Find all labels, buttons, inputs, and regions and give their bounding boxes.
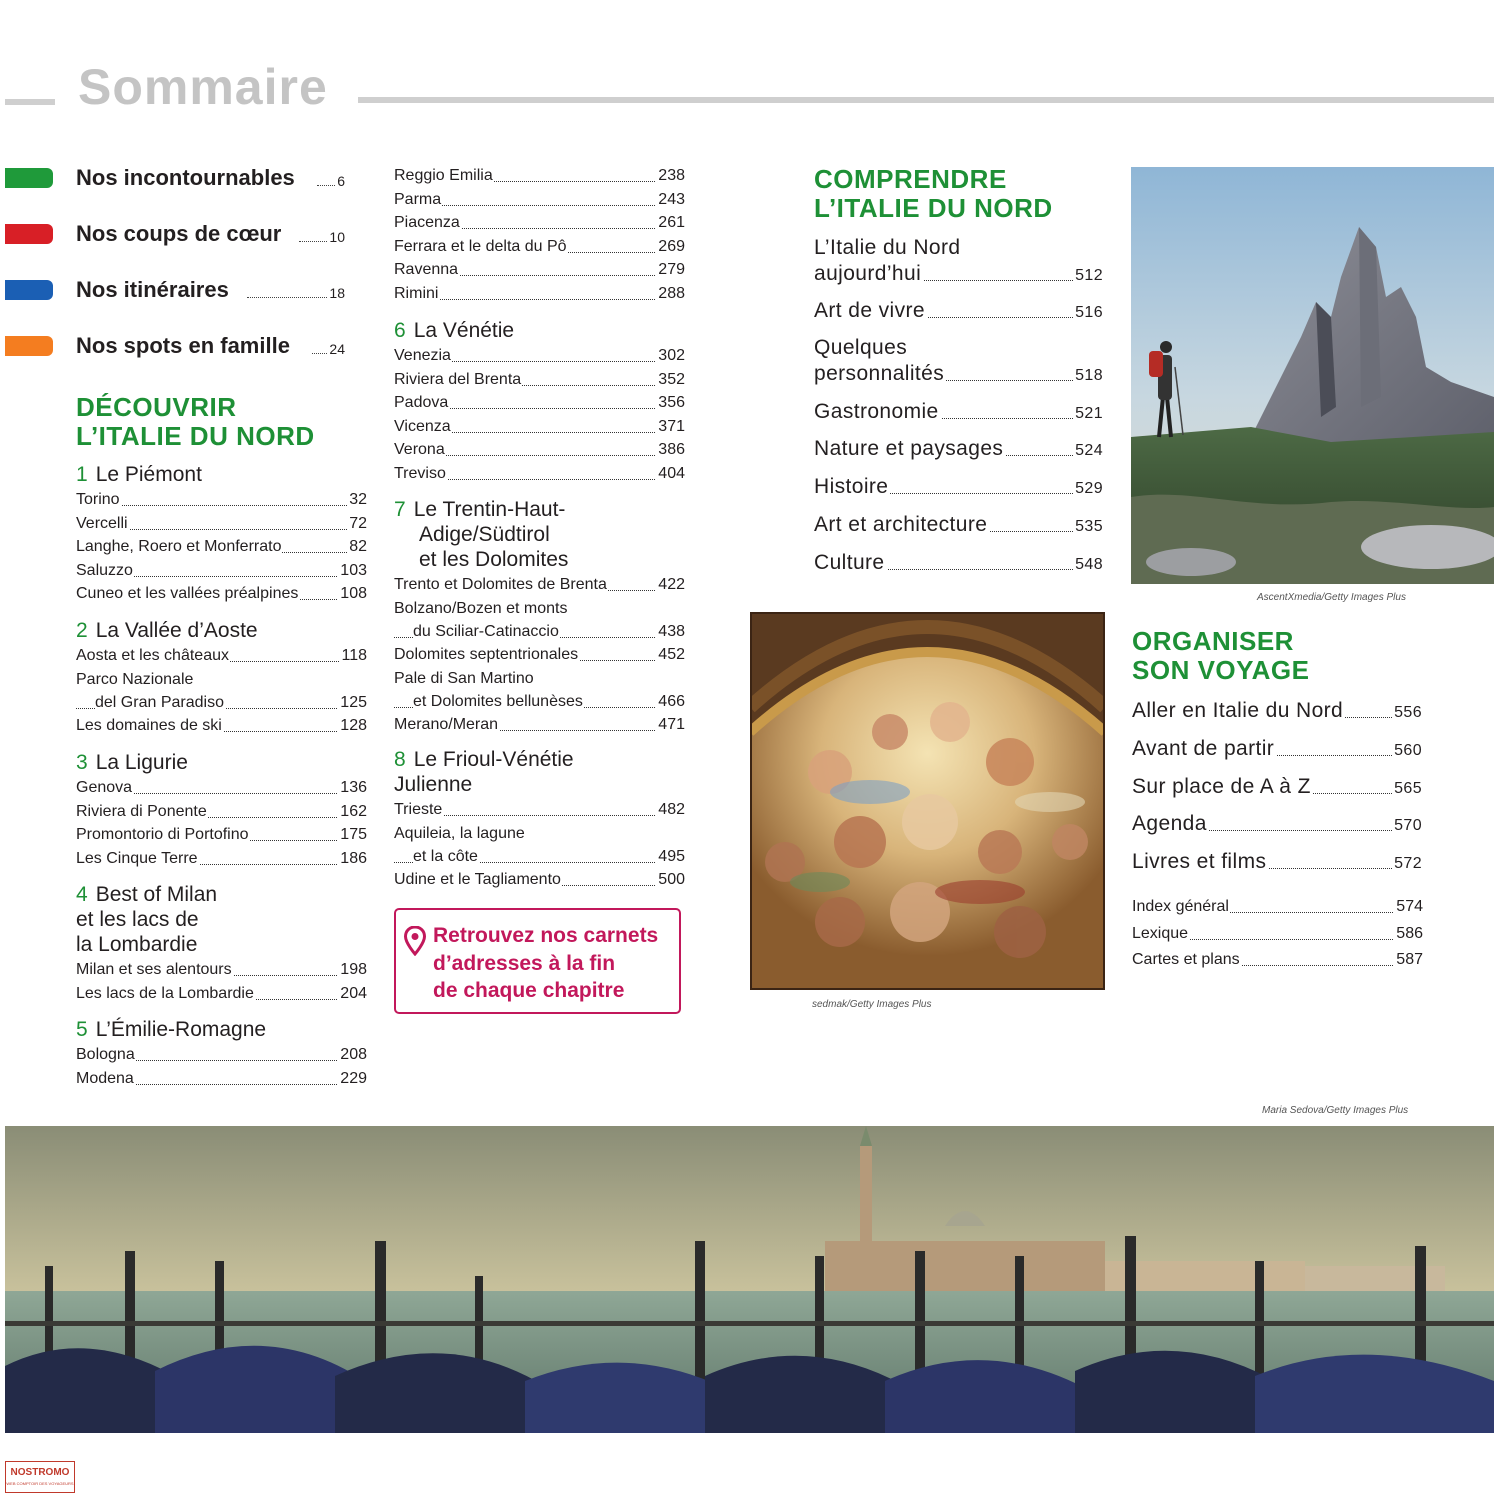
toc-entry-page: 556 [1392, 700, 1422, 726]
title-rule-left [5, 99, 55, 105]
toc-entry-page: 229 [338, 1068, 367, 1090]
callout-text [433, 922, 658, 1005]
toc-entry-page: 516 [1073, 300, 1103, 326]
toc-entry-page: 103 [338, 560, 367, 582]
toc-entry-page: 471 [656, 714, 685, 736]
toc-entry-page: 118 [339, 645, 367, 667]
toc-entry-prefix: Quelques [814, 336, 908, 359]
toc-entry-name: personnalités [814, 362, 945, 385]
toc-entry [1132, 896, 1423, 918]
toc-entry [394, 345, 685, 367]
toc-entry-page: 128 [338, 715, 367, 737]
highlight-color-swatch [5, 280, 53, 300]
callout-line2: d’adresses à la fin [433, 951, 616, 975]
toc-entry-name: Langhe, Roero et Monferrato [76, 536, 282, 558]
toc-entry-page: 288 [656, 283, 685, 305]
toc-entry-name: Rimini [394, 283, 439, 305]
toc-entry-page: 404 [656, 463, 685, 485]
toc-entry [76, 983, 367, 1005]
toc-entry-name: Art et architecture [814, 513, 988, 536]
toc-entry-name: et la côte [413, 846, 479, 868]
toc-entry-name: Modena [76, 1068, 135, 1090]
toc-entry-page: 302 [656, 345, 685, 367]
toc-entry [394, 236, 685, 258]
toc-entry-page: 572 [1392, 851, 1422, 877]
toc-entry-page: 548 [1073, 552, 1103, 578]
toc-entry [394, 799, 685, 821]
toc-entry [76, 560, 367, 582]
toc-entry-page: 535 [1073, 514, 1103, 540]
toc-entry [814, 474, 1103, 500]
dot-leader [317, 183, 335, 186]
toc-entry [394, 212, 685, 234]
toc-entry [814, 236, 1103, 287]
chapter-heading [76, 618, 367, 643]
toc-entry-page: 422 [656, 574, 685, 596]
toc-entry-page: 32 [347, 489, 367, 511]
toc-entry-page: 586 [1394, 923, 1423, 945]
toc-entry [1132, 949, 1423, 971]
highlight-color-swatch [5, 168, 53, 188]
chapter-title-line: Julienne [394, 773, 473, 796]
toc-entry-page: 386 [656, 439, 685, 461]
toc-entry [394, 869, 685, 891]
fresco-photo [750, 612, 1105, 990]
logo-subtitle: WEB COMPTOIR DES VOYAGEURS [6, 1481, 74, 1486]
organiser-heading [1132, 627, 1309, 685]
toc-entry [1132, 811, 1422, 837]
toc-entry [76, 536, 367, 558]
toc-entry [1132, 698, 1422, 724]
toc-entry-name: Livres et films [1132, 850, 1267, 873]
chapter-number: 6 [394, 319, 406, 342]
toc-entry-page: 175 [338, 824, 367, 846]
toc-entry [814, 336, 1103, 387]
toc-entry [1132, 774, 1422, 800]
toc-entry-name: Reggio Emilia [394, 165, 494, 187]
toc-entry-page: 198 [338, 959, 367, 981]
highlight-label: Nos coups de cœur [76, 221, 282, 246]
title-rule-right [358, 97, 1494, 103]
highlight-item [5, 221, 345, 251]
toc-entry-page: 574 [1394, 896, 1423, 918]
chapter-title-line: Le Piémont [95, 463, 202, 486]
toc-entry-page: 565 [1392, 776, 1422, 802]
toc-entry-prefix: Pale di San Martino [394, 669, 534, 687]
toc-entry [76, 489, 367, 511]
highlight-color-swatch [5, 336, 53, 356]
chapter-number: 4 [76, 883, 88, 906]
toc-entry-name: Trieste [394, 799, 443, 821]
nostromo-logo [5, 1461, 75, 1493]
toc-entry-name: Les lacs de la Lombardie [76, 983, 255, 1005]
toc-entry-page: 500 [656, 869, 685, 891]
comprendre-heading [814, 165, 1053, 223]
toc-entry-prefix: L’Italie du Nord [814, 236, 961, 259]
highlight-page: 6 [337, 173, 345, 189]
chapter-title-line: L’Émilie-Romagne [95, 1018, 267, 1041]
toc-entry-page: 495 [656, 846, 685, 868]
chapter-number: 1 [76, 463, 88, 486]
toc-entry-name: del Gran Paradiso [95, 692, 225, 714]
highlight-label: Nos itinéraires [76, 277, 229, 302]
toc-entry-name: Riviera del Brenta [394, 369, 522, 391]
toc-entry-page: 512 [1073, 263, 1103, 289]
toc-entry [1132, 736, 1422, 762]
toc-entry-name: Avant de partir [1132, 737, 1275, 760]
toc-entry [394, 416, 685, 438]
toc-entry-page: 186 [338, 848, 367, 870]
highlight-label: Nos incontournables [76, 165, 295, 190]
highlight-label: Nos spots en famille [76, 333, 290, 358]
toc-entry-page: 136 [338, 777, 367, 799]
chapter-title-line: et les Dolomites [419, 548, 569, 571]
chapter-title-line: la Lombardie [76, 933, 198, 956]
callout-line3: de chaque chapitre [433, 979, 625, 1002]
toc-entry-page: 482 [656, 799, 685, 821]
toc-entry [1132, 923, 1423, 945]
toc-entry [814, 550, 1103, 576]
toc-entry-name: Cartes et plans [1132, 949, 1241, 971]
chapter-heading [76, 750, 367, 775]
toc-entry [394, 189, 685, 211]
toc-entry-name: Genova [76, 777, 133, 799]
chapter-title-line: Le Trentin-Haut- [413, 498, 566, 521]
chapter-title-line: et les lacs de [76, 908, 199, 931]
toc-entry-page: 352 [656, 369, 685, 391]
toc-entry-page: 162 [338, 801, 367, 823]
toc-entry [394, 644, 685, 666]
toc-entry-name: Histoire [814, 475, 889, 498]
highlight-color-swatch [5, 224, 53, 244]
decouvrir-heading [76, 393, 315, 451]
toc-entry [76, 583, 367, 605]
toc-entry-page: 108 [338, 583, 367, 605]
toc-entry-page: 72 [347, 513, 367, 535]
toc-entry [394, 283, 685, 305]
chapter-number: 3 [76, 751, 88, 774]
page-title: Sommaire [78, 59, 328, 115]
toc-entry-page: 521 [1073, 401, 1103, 427]
toc-entry-page: 208 [338, 1044, 367, 1066]
dot-leader [247, 295, 327, 298]
toc-entry [394, 463, 685, 485]
toc-entry-page: 371 [656, 416, 685, 438]
toc-entry-name: Verona [394, 439, 446, 461]
toc-entry-name: Index général [1132, 896, 1230, 918]
toc-entry-name: Venezia [394, 345, 452, 367]
chapter-heading [76, 462, 367, 487]
venice-photo-credit: Maria Sedova/Getty Images Plus [1262, 1105, 1409, 1116]
toc-entry-name: aujourd’hui [814, 262, 922, 285]
toc-entry-name: Les domaines de ski [76, 715, 223, 737]
toc-entry [394, 392, 685, 414]
logo-text: NOSTROMO [10, 1467, 70, 1478]
toc-entry-name: Piacenza [394, 212, 461, 234]
dot-leader [299, 239, 327, 242]
toc-entry [394, 259, 685, 281]
toc-entry [394, 574, 685, 596]
chapter-title-line: La Ligurie [95, 751, 188, 774]
toc-entry-name: Milan et ses alentours [76, 959, 233, 981]
toc-entry-name: Udine et le Tagliamento [394, 869, 562, 891]
chapter-title-line: La Vallée d’Aoste [95, 619, 258, 642]
toc-entry-page: 587 [1394, 949, 1423, 971]
toc-entry-name: Torino [76, 489, 121, 511]
toc-entry [76, 801, 367, 823]
toc-entry-page: 204 [338, 983, 367, 1005]
toc-entry [394, 599, 685, 643]
toc-entry-name: Nature et paysages [814, 437, 1004, 460]
chapter-number: 2 [76, 619, 88, 642]
comprendre-heading-line2: L’ITALIE DU NORD [814, 193, 1053, 223]
toc-entry-name: Riviera di Ponente [76, 801, 208, 823]
dolomites-photo [1131, 167, 1494, 584]
toc-entry [76, 513, 367, 535]
toc-entry-name: Gastronomie [814, 400, 939, 423]
highlight-page: 24 [329, 341, 345, 357]
toc-entry-name: Cuneo et les vallées préalpines [76, 583, 299, 605]
toc-entry-name: Saluzzo [76, 560, 134, 582]
toc-entry-name: Bologna [76, 1044, 136, 1066]
toc-entry [394, 714, 685, 736]
chapter-number: 7 [394, 498, 406, 521]
toc-entry-name: Merano/Meran [394, 714, 499, 736]
decouvrir-heading-line2: L’ITALIE DU NORD [76, 421, 315, 451]
toc-entry-page: 570 [1392, 813, 1422, 839]
fresco-photo-credit: sedmak/Getty Images Plus [812, 999, 932, 1010]
toc-entry-page: 269 [656, 236, 685, 258]
toc-entry [76, 848, 367, 870]
toc-entry-prefix: Bolzano/Bozen et monts [394, 599, 568, 617]
toc-entry-name: Vicenza [394, 416, 452, 438]
dot-leader [312, 351, 327, 354]
map-pin-icon [404, 926, 426, 956]
highlight-item [5, 277, 345, 307]
comprendre-heading-line1: COMPRENDRE [814, 164, 1007, 194]
chapter-number: 5 [76, 1018, 88, 1041]
toc-entry-page: 452 [656, 644, 685, 666]
toc-entry [814, 512, 1103, 538]
toc-entry-name: Ferrara et le delta du Pô [394, 236, 568, 258]
toc-entry [1132, 849, 1422, 875]
toc-entry [394, 439, 685, 461]
chapter-title-line: Adige/Südtirol [419, 523, 550, 546]
toc-entry-page: 125 [338, 692, 367, 714]
toc-entry-name: Treviso [394, 463, 447, 485]
highlight-item [5, 165, 345, 195]
addresses-callout [394, 908, 681, 1014]
toc-entry [76, 670, 367, 714]
chapter-heading [76, 882, 367, 957]
decouvrir-heading-line1: DÉCOUVRIR [76, 392, 237, 422]
toc-entry-page: 529 [1073, 476, 1103, 502]
toc-entry [76, 715, 367, 737]
toc-entry-prefix: Parco Nazionale [76, 670, 194, 688]
toc-entry [394, 824, 685, 868]
toc-entry-page: 524 [1073, 438, 1103, 464]
toc-entry-name: Padova [394, 392, 449, 414]
toc-entry [394, 165, 685, 187]
toc-entry [814, 298, 1103, 324]
organiser-heading-line2: SON VOYAGE [1132, 655, 1310, 685]
toc-entry-prefix: Aquileia, la lagune [394, 824, 525, 842]
highlight-page: 18 [329, 285, 345, 301]
toc-entry-page: 356 [656, 392, 685, 414]
toc-entry [814, 436, 1103, 462]
toc-entry-name: Promontorio di Portofino [76, 824, 250, 846]
toc-entry-name: Culture [814, 551, 885, 574]
toc-entry-page: 438 [656, 621, 685, 643]
organiser-heading-line1: ORGANISER [1132, 626, 1294, 656]
toc-entry [394, 669, 685, 713]
toc-entry-name: Dolomites septentrionales [394, 644, 579, 666]
toc-entry-name: Aosta et les châteaux [76, 645, 230, 667]
toc-entry-name: et Dolomites bellunèses [413, 691, 584, 713]
toc-entry-name: du Sciliar-Catinaccio [413, 621, 560, 643]
toc-entry-page: 518 [1073, 363, 1103, 389]
chapter-title-line: Best of Milan [95, 883, 218, 906]
toc-entry-name: Trento et Dolomites de Brenta [394, 574, 608, 596]
toc-entry-name: Parma [394, 189, 442, 211]
chapter-heading [394, 318, 685, 343]
toc-entry-page: 82 [347, 536, 367, 558]
toc-entry [814, 399, 1103, 425]
toc-entry-name: Agenda [1132, 812, 1207, 835]
toc-entry-page: 238 [656, 165, 685, 187]
toc-entry-name: Les Cinque Terre [76, 848, 199, 870]
toc-entry [76, 959, 367, 981]
toc-entry [394, 369, 685, 391]
toc-entry-name: Sur place de A à Z [1132, 775, 1311, 798]
toc-entry-name: Ravenna [394, 259, 459, 281]
toc-entry-page: 279 [656, 259, 685, 281]
toc-entry [76, 1068, 367, 1090]
dolomites-photo-credit: AscentXmedia/Getty Images Plus [1257, 592, 1406, 603]
chapter-title-line: Le Frioul-Vénétie [413, 748, 574, 771]
toc-entry-page: 560 [1392, 738, 1422, 764]
toc-entry-name: Aller en Italie du Nord [1132, 699, 1344, 722]
toc-entry [76, 824, 367, 846]
chapter-number: 8 [394, 748, 406, 771]
highlight-item [5, 333, 345, 363]
callout-line1: Retrouvez nos carnets [433, 924, 659, 947]
toc-entry [76, 645, 367, 667]
toc-entry-name: Lexique [1132, 923, 1189, 945]
toc-entry [76, 1044, 367, 1066]
toc-entry-page: 261 [656, 212, 685, 234]
venice-panorama-photo [5, 1126, 1494, 1433]
chapter-heading [394, 747, 685, 797]
toc-entry [76, 777, 367, 799]
toc-entry-name: Vercelli [76, 513, 129, 535]
chapter-heading [394, 497, 685, 572]
chapter-title-line: La Vénétie [413, 319, 515, 342]
toc-entry-page: 466 [656, 691, 685, 713]
highlight-page: 10 [329, 229, 345, 245]
toc-entry-page: 243 [656, 189, 685, 211]
chapter-heading [76, 1017, 367, 1042]
toc-entry-name: Art de vivre [814, 299, 925, 322]
